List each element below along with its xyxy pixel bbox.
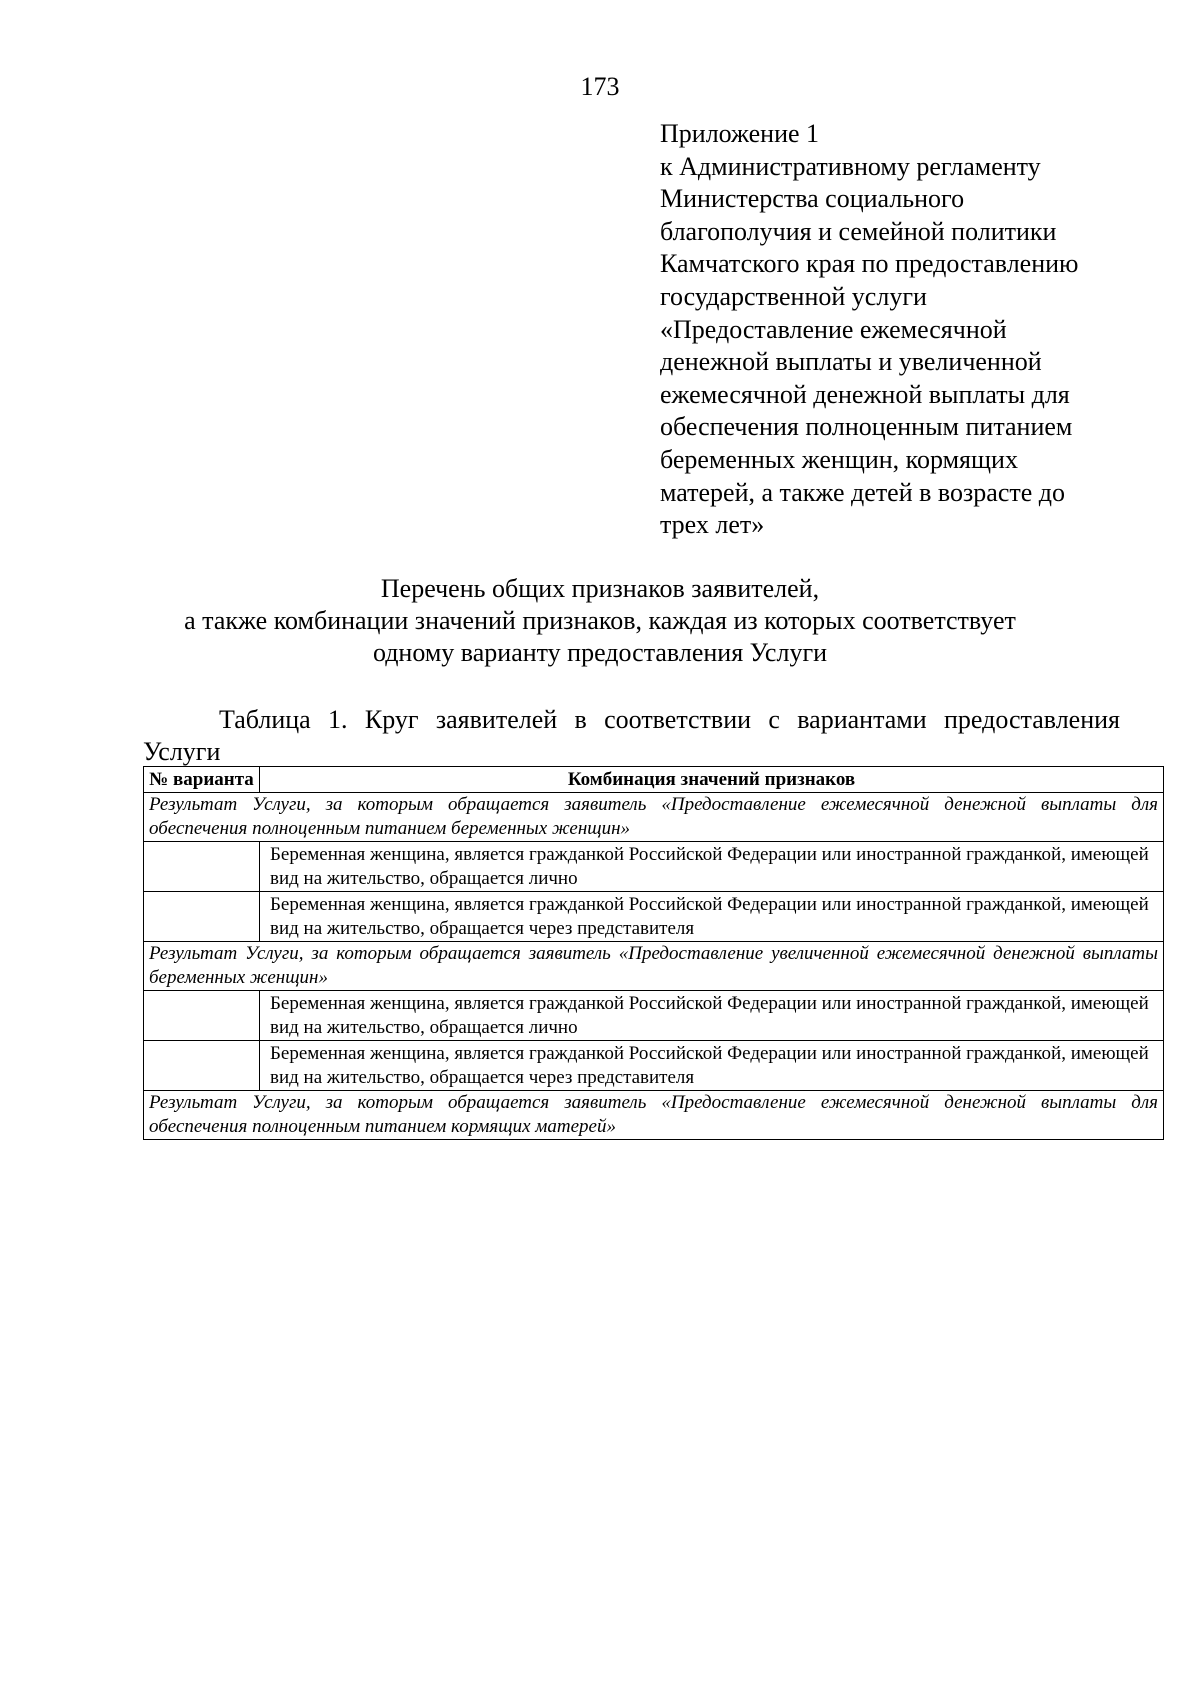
page-number: 173: [580, 72, 620, 101]
appendix-line: трех лет»: [660, 510, 765, 540]
table-row: [144, 892, 1164, 942]
result-cell: Результат Услуги, за которым обращается заявитель «Предоставление увеличенной ежемесячной денежной выплаты беременных женщин»: [144, 942, 1164, 991]
applicants-table: [143, 766, 1164, 1140]
appendix-line: «Предоставление ежемесячной: [660, 314, 1007, 344]
title-line: Перечень общих признаков заявителей,: [380, 574, 820, 603]
combination-cell: Беременная женщина, является гражданкой Российской Федерации или иностранной гражданкой, имеющей вид на жительство, обращается лично: [260, 991, 1164, 1041]
variant-cell: [144, 892, 260, 942]
appendix-line: Приложение 1: [660, 119, 820, 148]
appendix-line: матерей, а также детей в возрасте до: [660, 477, 1065, 507]
result-row: [144, 1091, 1164, 1140]
variant-cell: [144, 842, 260, 892]
appendix-block: [660, 118, 1160, 542]
title-line: одному варианту предоставления Услуги: [372, 638, 828, 667]
appendix-line: к Административному регламенту: [660, 151, 1041, 181]
appendix-line: денежной выплаты и увеличенной: [660, 347, 1042, 377]
header-variant: № варианта: [144, 767, 260, 793]
combination-cell: Беременная женщина, является гражданкой Российской Федерации или иностранной гражданкой, имеющей вид на жительство, обращается через представителя: [260, 892, 1164, 942]
document-title: [0, 573, 1200, 669]
appendix-line: беременных женщин, кормящих: [660, 444, 1018, 474]
table-row: [144, 842, 1164, 892]
table-caption: [143, 704, 1120, 768]
table-header-row: [144, 767, 1164, 793]
title-line: а также комбинации значений признаков, каждая из которых соответствует: [184, 606, 1016, 635]
appendix-line: ежемесячной денежной выплаты для: [660, 379, 1070, 409]
variant-cell: [144, 1041, 260, 1091]
appendix-line: обеспечения полноценным питанием: [660, 412, 1073, 442]
combination-cell: Беременная женщина, является гражданкой Российской Федерации или иностранной гражданкой, имеющей вид на жительство, обращается лично: [260, 842, 1164, 892]
result-cell: Результат Услуги, за которым обращается заявитель «Предоставление ежемесячной денежной выплаты для обеспечения полноценным питанием кормящих матерей»: [144, 1091, 1164, 1140]
appendix-line: Камчатского края по предоставлению: [660, 249, 1079, 279]
table-caption-line: Услуги: [143, 737, 221, 766]
result-cell: Результат Услуги, за которым обращается заявитель «Предоставление ежемесячной денежной выплаты для обеспечения полноценным питанием беременных женщин»: [144, 793, 1164, 842]
table-row: [144, 991, 1164, 1041]
table-caption-line: Таблица 1. Круг заявителей в соответствии с вариантами предоставления: [219, 705, 1120, 734]
table-row: [144, 1041, 1164, 1091]
result-row: [144, 942, 1164, 991]
combination-cell: Беременная женщина, является гражданкой Российской Федерации или иностранной гражданкой, имеющей вид на жительство, обращается через представителя: [260, 1041, 1164, 1091]
header-combination: Комбинация значений признаков: [260, 767, 1164, 793]
variant-cell: [144, 991, 260, 1041]
result-row: [144, 793, 1164, 842]
appendix-line: благополучия и семейной политики: [660, 216, 1057, 246]
table-body: [144, 793, 1164, 1140]
appendix-line: государственной услуги: [660, 281, 927, 311]
appendix-line: Министерства социального: [660, 184, 965, 214]
